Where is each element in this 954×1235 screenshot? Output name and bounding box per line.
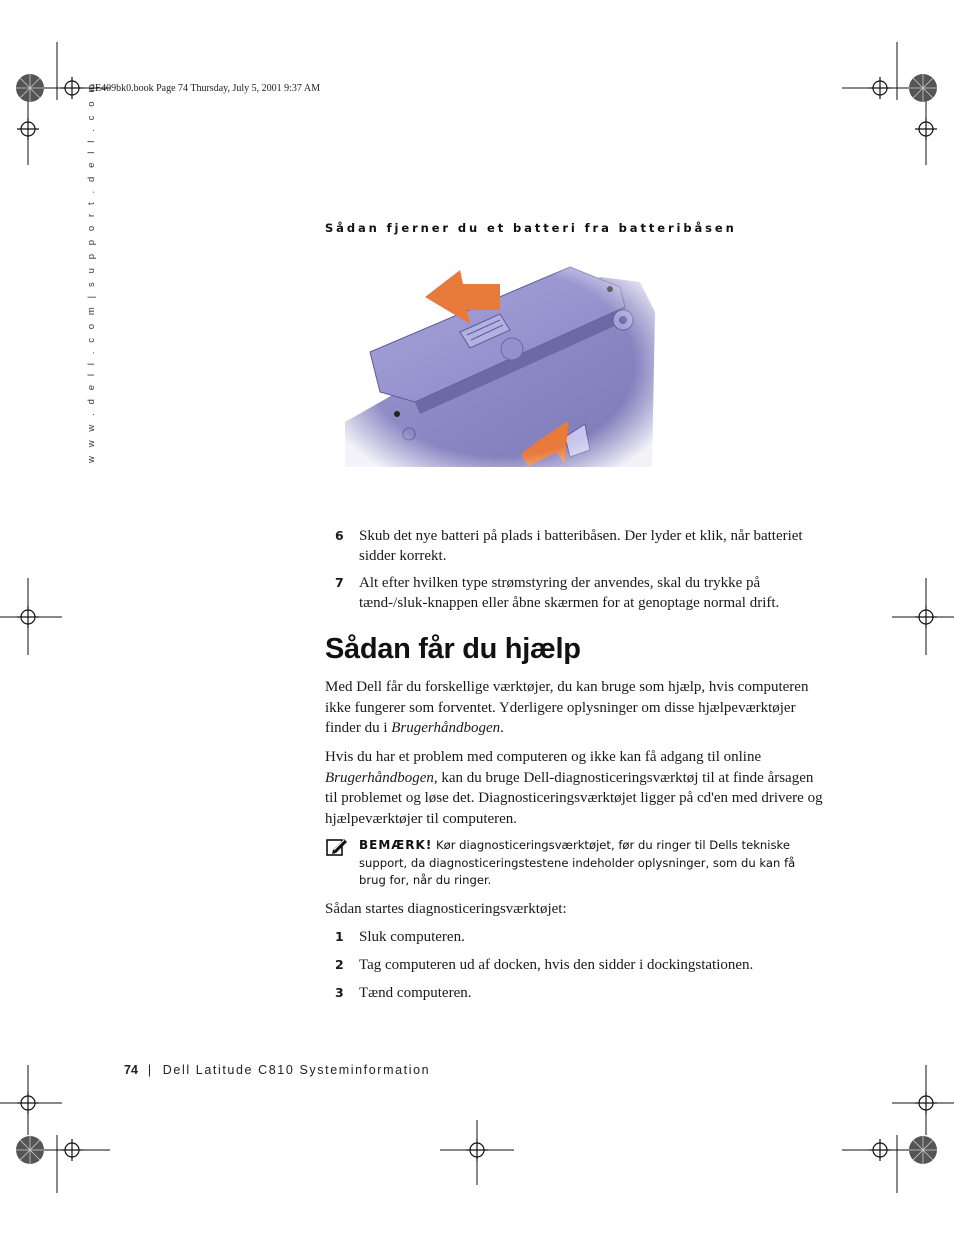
step-number: 7 <box>335 575 344 590</box>
step-number: 3 <box>335 985 344 1000</box>
figure-caption: Sådan fjerner du et batteri fra batteribåsen <box>325 221 737 235</box>
note-text: Kør diagnosticeringsværktøjet, før du ringer til Dells tekniske support, da diagnosticeringstestene indeholder oplysninger, som du kan få brug for, når du ringer. <box>359 838 796 887</box>
step-text: Tag computeren ud af docken, hvis den sidder i dockingstationen. <box>359 957 754 973</box>
para2-text: Hvis du har et problem med computeren og ikke kan få adgang til online <box>325 749 762 765</box>
note-label: BEMÆRK! <box>359 838 433 852</box>
para2-book-title: Brugerhåndbogen <box>325 769 434 786</box>
battery-removal-illustration <box>340 252 660 474</box>
step-text: Alt efter hvilken type strømstyring der anvendes, skal du trykke på tænd-/sluk-knappen eller åbne skærmen for at genoptage normal drift. <box>359 575 780 611</box>
para2-end: , kan du bruge Dell-diagnosticeringsværktøj til at finde årsagen til problemet og løse det. Diagnosticeringsværktøjet ligger på cd'en med drivere og hjælpeværktøjer til computeren. <box>325 769 823 827</box>
print-header: 2E409bk0.book Page 74 Thursday, July 5, 2001 9:37 AM <box>90 83 320 94</box>
paragraph-intro <box>325 677 825 739</box>
step-text: Sluk computeren. <box>359 929 465 945</box>
step-number: 1 <box>335 929 344 944</box>
step-text: Tænd computeren. <box>359 985 472 1001</box>
page-footer <box>124 1063 430 1077</box>
para1-text: Med Dell får du forskellige værktøjer, du kan bruge som hjælp, hvis computeren ikke fungerer som forventet. Yderligere oplysninger om disse hjælpeværktøjer finder du i <box>325 679 809 736</box>
footer-separator: | <box>147 1063 153 1077</box>
section-title: Sådan får du hjælp <box>325 633 581 665</box>
fade-overlay <box>340 252 660 474</box>
step-text: Skub det nye batteri på plads i batteribåsen. Der lyder et klik, når batteriet sidder korrekt. <box>359 528 803 564</box>
step-number: 2 <box>335 957 344 972</box>
note-pencil-icon <box>326 837 348 857</box>
page-number: 74 <box>124 1063 138 1077</box>
note <box>359 837 809 890</box>
footer-title: Dell Latitude C810 Systeminformation <box>162 1063 431 1077</box>
para1-end: . <box>500 720 504 736</box>
step-number: 6 <box>335 528 344 543</box>
para1-book-title: Brugerhåndbogen <box>391 720 501 736</box>
side-url: w w w . d e l l . c o m | s u p p o r t . d e l l . c o m <box>86 81 97 463</box>
steps-intro: Sådan startes diagnosticeringsværktøjet: <box>325 901 567 917</box>
paragraph-diagnostics <box>325 747 825 829</box>
